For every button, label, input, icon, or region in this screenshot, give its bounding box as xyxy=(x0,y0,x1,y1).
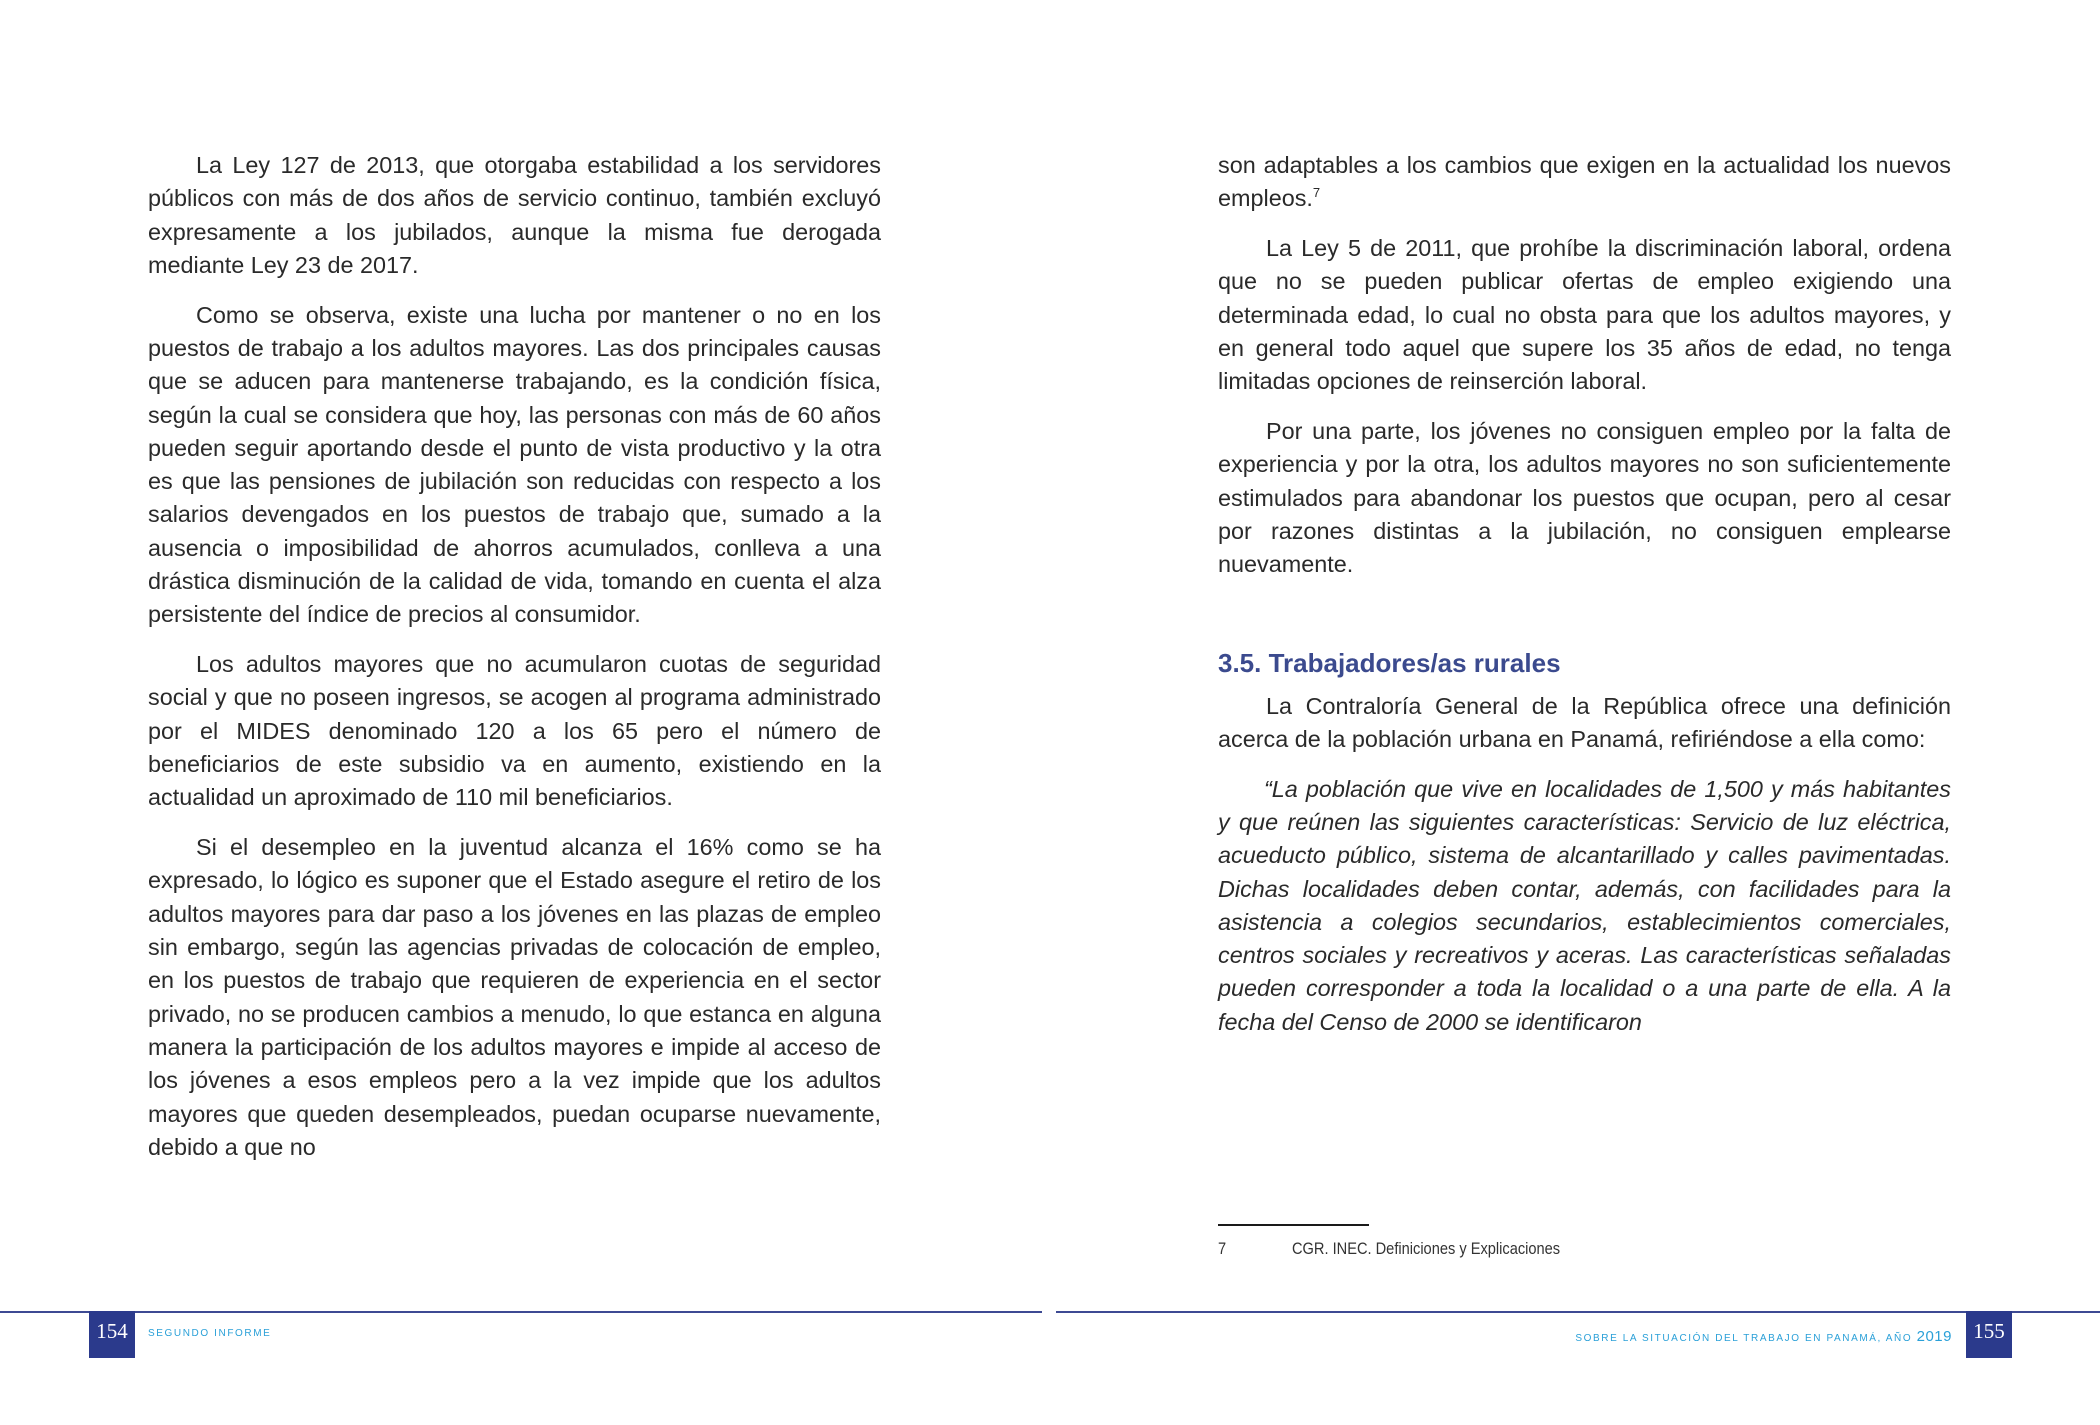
running-head-right-text: SOBRE LA SITUACIÓN DEL TRABAJO EN PANAMÁ, AÑO xyxy=(1575,1333,1913,1344)
right-page-body xyxy=(1218,149,1951,1056)
paragraph-ley-5: La Ley 5 de 2011, que prohíbe la discriminación laboral, ordena que no se pueden publicar ofertas de empleo exigiendo una determinada edad, lo cual no obsta para que los adultos mayores, y en general todo aquel que supere los 35 años de edad, no tenga limitadas opciones de reinserción laboral. xyxy=(1218,235,1951,395)
paragraph-ley-127: La Ley 127 de 2013, que otorgaba estabilidad a los servidores públicos con más de dos años de servicio continuo, también excluyó expresamente a los jubilados, aunque la misma fue derogada mediante Ley 23 de 2017. xyxy=(148,152,881,278)
page-number-left: 154 xyxy=(89,1311,135,1358)
block-quote: “La población que vive en localidades de 1,500 y más habitantes y que reúnen las siguientes características: Servicio de luz eléctrica, acueducto público, sistema de alcantarillado y calles pavimentadas. Dichas localidades deben contar, además, con facilidades para la asistencia a colegios secundarios, establecimientos comerciales, centros sociales y recreativos y aceras. Las características señaladas pueden corresponder a toda la localidad o a una parte de ella. A la fecha del Censo de 2000 se identificaron xyxy=(1218,775,1951,1035)
footnote-text: CGR. INEC. Definiciones y Explicaciones xyxy=(1291,1239,1561,1258)
running-head-right xyxy=(1575,1328,1952,1345)
footnote xyxy=(1218,1238,1560,1260)
footnote-divider xyxy=(1218,1224,1369,1226)
left-page-body xyxy=(148,149,881,1181)
footer-rule-right xyxy=(1056,1311,2100,1313)
running-head-left: SEGUNDO INFORME xyxy=(148,1328,272,1339)
footnote-number: 7 xyxy=(1218,1239,1227,1258)
footer-rule-left xyxy=(0,1311,1042,1313)
paragraph-desempleo-juventud: Si el desempleo en la juventud alcanza el 16% como se ha expresado, lo lógico es suponer que el Estado asegure el retiro de los adultos mayores para dar paso a los jóvenes en las plazas de empleo sin embargo, según las agencias privadas de colocación de empleo, en los puestos de trabajo que requieren de experiencia en el sector privado, no se producen cambios a menudo, lo que estanca en alguna manera la participación de los adultos mayores e impide al acceso de los jóvenes a esos empleos pero a la vez impide que los adultos mayores que queden desempleados, puedan ocuparse nuevamente, debido a que no xyxy=(148,834,881,1160)
continuation-text: son adaptables a los cambios que exigen en la actualidad los nuevos empleos. xyxy=(1218,152,1951,212)
section-title: 3.5. Trabajadores/as rurales xyxy=(1218,647,1561,678)
paragraph-lucha-puestos: Como se observa, existe una lucha por mantener o no en los puestos de trabajo a los adultos mayores. Las dos principales causas que se aducen para mantenerse trabajando, es la condición física, según la cual se considera que hoy, las personas con más de 60 años pueden seguir aportando desde el punto de vista productivo y la otra es que las pensiones de jubilación son reducidas con respecto a los salarios devengados en los puestos de trabajo que, sumado a la ausencia o imposibilidad de ahorros acumulados, conlleva a una drástica disminución de la calidad de vida, tomando en cuenta el alza persistente del índice de precios al consumidor. xyxy=(148,301,881,628)
paragraph-continuation xyxy=(1218,149,1951,216)
paragraph-section-intro: La Contraloría General de la República ofrece una definición acerca de la población urbana en Panamá, refiriéndose a ella como: xyxy=(1218,692,1951,752)
running-head-year: 2019 xyxy=(1916,1328,1952,1345)
paragraph-jovenes-empleo: Por una parte, los jóvenes no consiguen empleo por la falta de experiencia y por la otra, los adultos mayores no son suficientemente estimulados para abandonar los puestos que ocupan, pero al cesar por razones distintas a la jubilación, no consiguen emplearse nuevamente. xyxy=(1218,418,1951,578)
footnote-reference: 7 xyxy=(1312,185,1321,201)
page-number-right: 155 xyxy=(1966,1311,2012,1358)
paragraph-adultos-mayores-cuotas: Los adultos mayores que no acumularon cuotas de seguridad social y que no poseen ingresos, se acogen al programa administrado por el MIDES denominado 120 a los 65 pero el número de beneficiarios de este subsidio va en aumento, existiendo en la actualidad un aproximado de 110 mil beneficiarios. xyxy=(148,651,881,811)
